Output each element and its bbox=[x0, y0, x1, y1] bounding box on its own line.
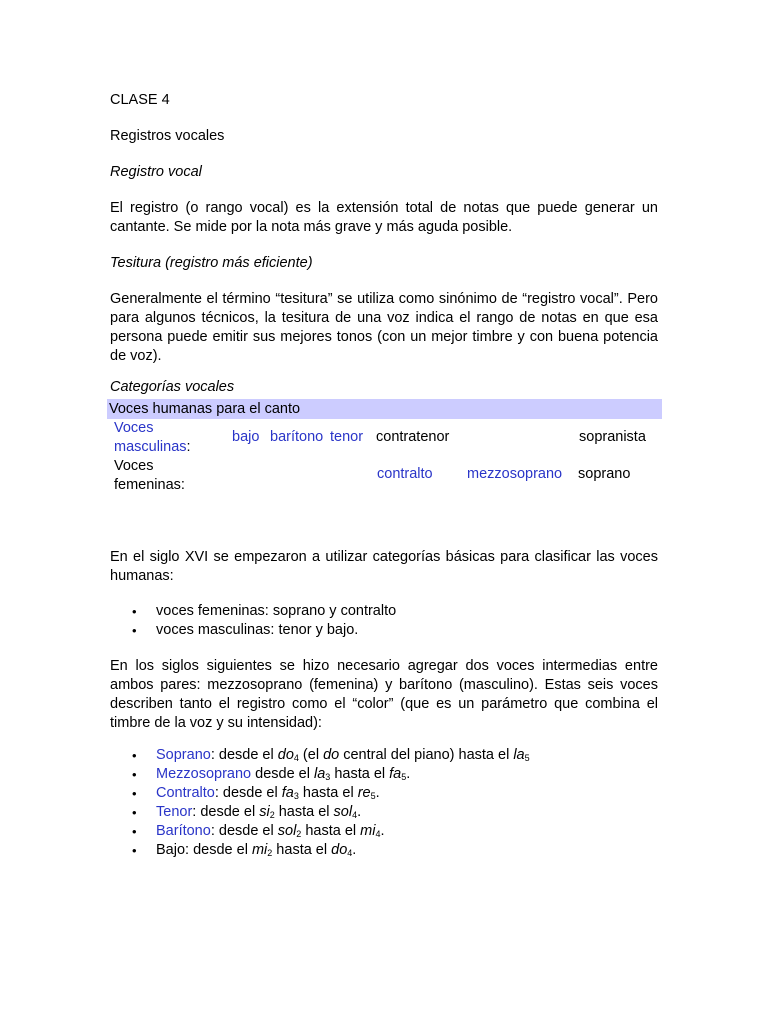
section-title: Registros vocales bbox=[110, 128, 225, 144]
masculine-label-suffix: : bbox=[186, 439, 191, 455]
bajo-link[interactable]: bajo bbox=[232, 429, 260, 445]
voice-categories-table bbox=[107, 399, 662, 495]
list-item: • voces femeninas: soprano y contralto bbox=[110, 602, 670, 621]
feminine-label: Voces femeninas: bbox=[114, 458, 185, 493]
voces-masculinas-link[interactable]: Voces masculinas bbox=[114, 420, 187, 455]
range-item-bajo: • Bajo: desde el $mi_2$ hasta el $do_4$. bbox=[110, 841, 670, 860]
baritono-link[interactable]: barítono bbox=[270, 429, 324, 445]
table-row-feminine bbox=[107, 457, 662, 495]
range-item-tenor: • Tenor: desde el $si_2$ hasta el sol$_4$. bbox=[110, 803, 670, 822]
baritono-range-link[interactable]: Barítono bbox=[156, 823, 211, 839]
table-row-masculine bbox=[107, 419, 662, 457]
range-item-baritono: • Barítono: desde el sol$_2$ hasta el $mi_4$. bbox=[110, 822, 670, 841]
voice-ranges-list bbox=[110, 746, 670, 860]
basic-voices-list bbox=[110, 602, 670, 640]
tesitura-paragraph: Generalmente el término “tesitura” se utiliza como sinónimo de “registro vocal”. Pero para algunos técnicos, la tesitura de una voz indica el rango de notas en que esa persona puede emitir sus mejores tonos (con un mejor timbre y con buena potencia de voz). bbox=[110, 291, 658, 364]
masculine-label bbox=[114, 419, 214, 457]
contralto-range-link[interactable]: Contralto bbox=[156, 785, 215, 801]
soprano-link[interactable]: Soprano bbox=[156, 747, 211, 763]
mezzosoprano-range-link[interactable]: Mezzosoprano bbox=[156, 766, 252, 782]
table-header: Voces humanas para el canto bbox=[107, 399, 662, 419]
soprano-cell: soprano bbox=[578, 466, 631, 482]
range-item-soprano: • Soprano: desde el $do_4$ (el do central del piano) hasta el $la_5$ bbox=[110, 746, 670, 765]
mezzosoprano-link[interactable]: mezzosoprano bbox=[467, 466, 563, 482]
range-item-mezzosoprano: • Mezzosoprano desde el $la_3$ hasta el $fa_5$. bbox=[110, 765, 670, 784]
siglo-xvi-paragraph: En el siglo XVI se empezaron a utilizar categorías básicas para clasificar las voces humanas: bbox=[110, 549, 658, 584]
range-item-contralto: • Contralto: desde el $fa_3$ hasta el $re_5$. bbox=[110, 784, 670, 803]
list-item: • voces masculinas: tenor y bajo. bbox=[110, 621, 670, 640]
tesitura-heading: Tesitura (registro más eficiente) bbox=[110, 255, 313, 271]
registro-heading: Registro vocal bbox=[110, 164, 202, 180]
sopranista-cell: sopranista bbox=[579, 429, 646, 445]
contralto-link[interactable]: contralto bbox=[377, 466, 433, 482]
tenor-range-link[interactable]: Tenor bbox=[156, 804, 193, 820]
siglos-paragraph: En los siglos siguientes se hizo necesario agregar dos voces intermedias entre ambos pares: mezzosoprano (femenina) y barítono (masculino). Estas seis voces describen tanto el registro como el “color” (que es un parámetro que combina el timbre de la voz y su intensidad): bbox=[110, 658, 658, 731]
contratenor-cell: contratenor bbox=[376, 429, 450, 445]
class-title: CLASE 4 bbox=[110, 92, 170, 108]
tenor-link[interactable]: tenor bbox=[330, 429, 364, 445]
registro-paragraph: El registro (o rango vocal) es la extensión total de notas que puede generar un cantante. Se mide por la nota más grave y más aguda posible. bbox=[110, 200, 658, 235]
categorias-heading: Categorías vocales bbox=[110, 379, 235, 395]
bajo-label: Bajo bbox=[156, 842, 186, 858]
